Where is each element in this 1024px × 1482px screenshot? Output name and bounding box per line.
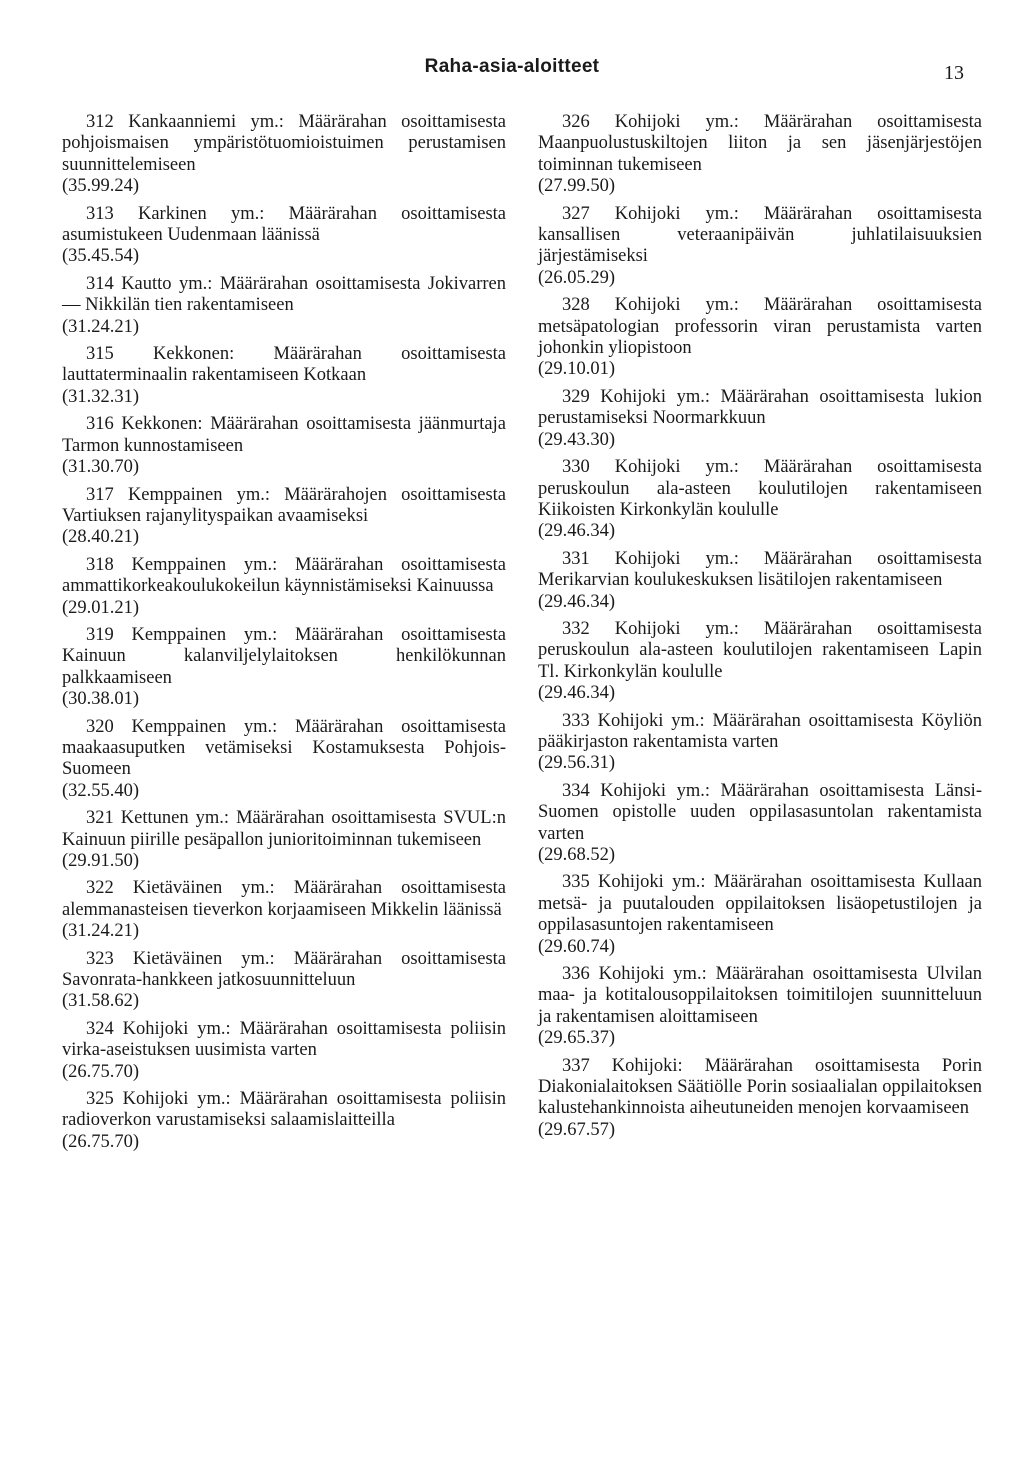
list-item (538, 711, 982, 775)
budget-code: (29.46.34) (538, 591, 616, 612)
budget-code: (28.40.21) (62, 527, 140, 548)
budget-code: (29.46.34) (538, 683, 616, 704)
right-column (538, 112, 982, 1159)
list-item (538, 964, 982, 1050)
entry-text: 337 Kohijoki: Määrärahan osoittamisesta Porin Diakonialaitoksen Säätiölle Porin sosiaalialan oppilaitoksen kalustehankinnoista aiheutuneiden menojen korvaamiseen (538, 1055, 982, 1119)
entry-text: 324 Kohijoki ym.: Määrärahan osoittamisesta poliisin virka-aseistuksen uusimista varten (62, 1018, 506, 1061)
budget-code: (27.99.50) (538, 176, 616, 197)
entry-text: 322 Kietäväinen ym.: Määrärahan osoittamisesta alemmanasteisen tieverkon korjaamiseen Mikkelin läänissä (62, 878, 506, 920)
entry-text: 327 Kohijoki ym.: Määrärahan osoittamisesta kansallisen veteraanipäivän juhlatilaisuuksien järjestämiseksi (538, 203, 982, 267)
budget-code: (29.10.01) (538, 359, 616, 380)
budget-code: (31.24.21) (62, 921, 140, 942)
entry-text: 318 Kemppainen ym.: Määrärahan osoittamisesta ammattikorkeakoulukokeilun käynnistämiseksi Kainuussa (62, 554, 506, 597)
page-header (0, 56, 1024, 92)
list-item (62, 1089, 506, 1153)
left-column (62, 112, 506, 1159)
budget-code: (31.30.70) (62, 457, 140, 478)
budget-code: (31.24.21) (62, 316, 140, 337)
entry-text: 317 Kemppainen ym.: Määrärahojen osoittamisesta Vartiuksen rajanylityspaikan avaamiseksi (62, 484, 506, 526)
list-item (538, 204, 982, 290)
entry-text: 323 Kietäväinen ym.: Määrärahan osoittamisesta Savonrata-hankkeen jatkosuunnitteluun (62, 948, 506, 991)
list-item (62, 808, 506, 872)
list-item (62, 555, 506, 619)
budget-code: (29.60.74) (538, 936, 616, 957)
entry-text: 316 Kekkonen: Määrärahan osoittamisesta jäänmurtaja Tarmon kunnostamiseen (62, 414, 506, 456)
budget-code: (35.99.24) (62, 176, 140, 197)
entry-text: 319 Kemppainen ym.: Määrärahan osoittamisesta Kainuun kalanviljelylaitoksen henkilökunnan palkkaamiseen (62, 624, 506, 688)
list-item (538, 1056, 982, 1142)
list-item (62, 949, 506, 1013)
entry-text: 330 Kohijoki ym.: Määrärahan osoittamisesta peruskoulun ala-asteen koulutilojen rakentamiseen Kiikoisten Kirkonkylän koululle (538, 457, 982, 520)
list-item (62, 204, 506, 268)
budget-code: (29.91.50) (62, 851, 140, 871)
entry-text: 333 Kohijoki ym.: Määrärahan osoittamisesta Köyliön pääkirjaston rakentamista varten (538, 710, 982, 752)
entry-text: 315 Kekkonen: Määrärahan osoittamisesta lauttaterminaalin rakentamiseen Kotkaan (62, 344, 506, 386)
entry-text: 329 Kohijoki ym.: Määrärahan osoittamisesta lukion perustamiseksi Noormarkkuun (538, 386, 982, 429)
list-item (538, 112, 982, 198)
list-item (538, 387, 982, 451)
running-title: Raha-asia-aloitteet (424, 56, 600, 77)
budget-code: (26.05.29) (538, 267, 616, 288)
entry-text: 321 Kettunen ym.: Määrärahan osoittamisesta SVUL:n Kainuun piirille pesäpallon junioritoiminnan tukemiseen (62, 808, 506, 850)
entry-text: 332 Kohijoki ym.: Määrärahan osoittamisesta peruskoulun ala-asteen koulutilojen rakentamiseen Lapin Tl. Kirkonkylän koululle (538, 618, 982, 682)
entry-text: 331 Kohijoki ym.: Määrärahan osoittamisesta Merikarvian koulukeskuksen lisätilojen rakentamiseen (538, 548, 982, 591)
budget-code: (29.01.21) (62, 597, 140, 618)
entry-text: 312 Kankaanniemi ym.: Määrärahan osoittamisesta pohjoismaisen ympäristötuomioistuimen perustamisen suunnittelemiseen (62, 112, 506, 175)
budget-code: (29.46.34) (538, 521, 616, 542)
budget-code: (29.67.57) (538, 1119, 616, 1140)
list-item (538, 457, 982, 543)
entry-text: 325 Kohijoki ym.: Määrärahan osoittamisesta poliisin radioverkon varustamiseksi salaamislaitteilla (62, 1089, 506, 1131)
budget-code: (26.75.70) (62, 1131, 140, 1152)
list-item (538, 549, 982, 613)
two-column-body (62, 112, 982, 1159)
entry-text: 336 Kohijoki ym.: Määrärahan osoittamisesta Ulvilan maa- ja kotitalousoppilaitoksen toimitilojen suunnitteluun ja rakentamisen aloittamiseen (538, 964, 982, 1027)
budget-code: (31.32.31) (62, 386, 140, 407)
list-item (62, 485, 506, 549)
list-item (62, 717, 506, 803)
list-item (62, 414, 506, 478)
page-number: 13 (944, 62, 964, 84)
budget-code: (31.58.62) (62, 991, 140, 1012)
budget-code: (32.55.40) (62, 780, 140, 801)
budget-code: (35.45.54) (62, 246, 140, 267)
list-item (538, 781, 982, 867)
list-item (62, 344, 506, 408)
list-item (62, 274, 506, 338)
list-item (62, 1019, 506, 1083)
entry-text: 320 Kemppainen ym.: Määrärahan osoittamisesta maakaasuputken vetämiseksi Kostamuksesta Pohjois-Suomeen (62, 716, 506, 780)
list-item (62, 112, 506, 198)
list-item (538, 619, 982, 705)
budget-code: (29.56.31) (538, 753, 616, 774)
list-item (62, 878, 506, 942)
budget-code: (30.38.01) (62, 689, 140, 710)
entry-text: 313 Karkinen ym.: Määrärahan osoittamisesta asumistukeen Uudenmaan läänissä (62, 203, 506, 246)
entry-text: 314 Kautto ym.: Määrärahan osoittamisesta Jokivarren — Nikkilän tien rakentamiseen (62, 273, 506, 316)
entry-text: 326 Kohijoki ym.: Määrärahan osoittamisesta Maanpuolustuskiltojen liiton ja sen jäsenjärjestöjen toiminnan tukemiseen (538, 112, 982, 175)
entry-text: 335 Kohijoki ym.: Määrärahan osoittamisesta Kullaan metsä- ja puutalouden oppilaitoksen lisäopetustilojen ja oppilasasuntojen rakentamiseen (538, 872, 982, 936)
entry-text: 334 Kohijoki ym.: Määrärahan osoittamisesta Länsi-Suomen opistolle uuden oppilasasuntolan rakentamista varten (538, 780, 982, 844)
entry-text: 328 Kohijoki ym.: Määrärahan osoittamisesta metsäpatologian professorin viran perustamista varten johonkin yliopistoon (538, 295, 982, 359)
budget-code: (29.65.37) (538, 1028, 616, 1049)
list-item (538, 295, 982, 381)
list-item (62, 625, 506, 711)
budget-code: (26.75.70) (62, 1061, 140, 1082)
budget-code: (29.43.30) (538, 429, 616, 450)
list-item (538, 872, 982, 958)
budget-code: (29.68.52) (538, 845, 616, 865)
